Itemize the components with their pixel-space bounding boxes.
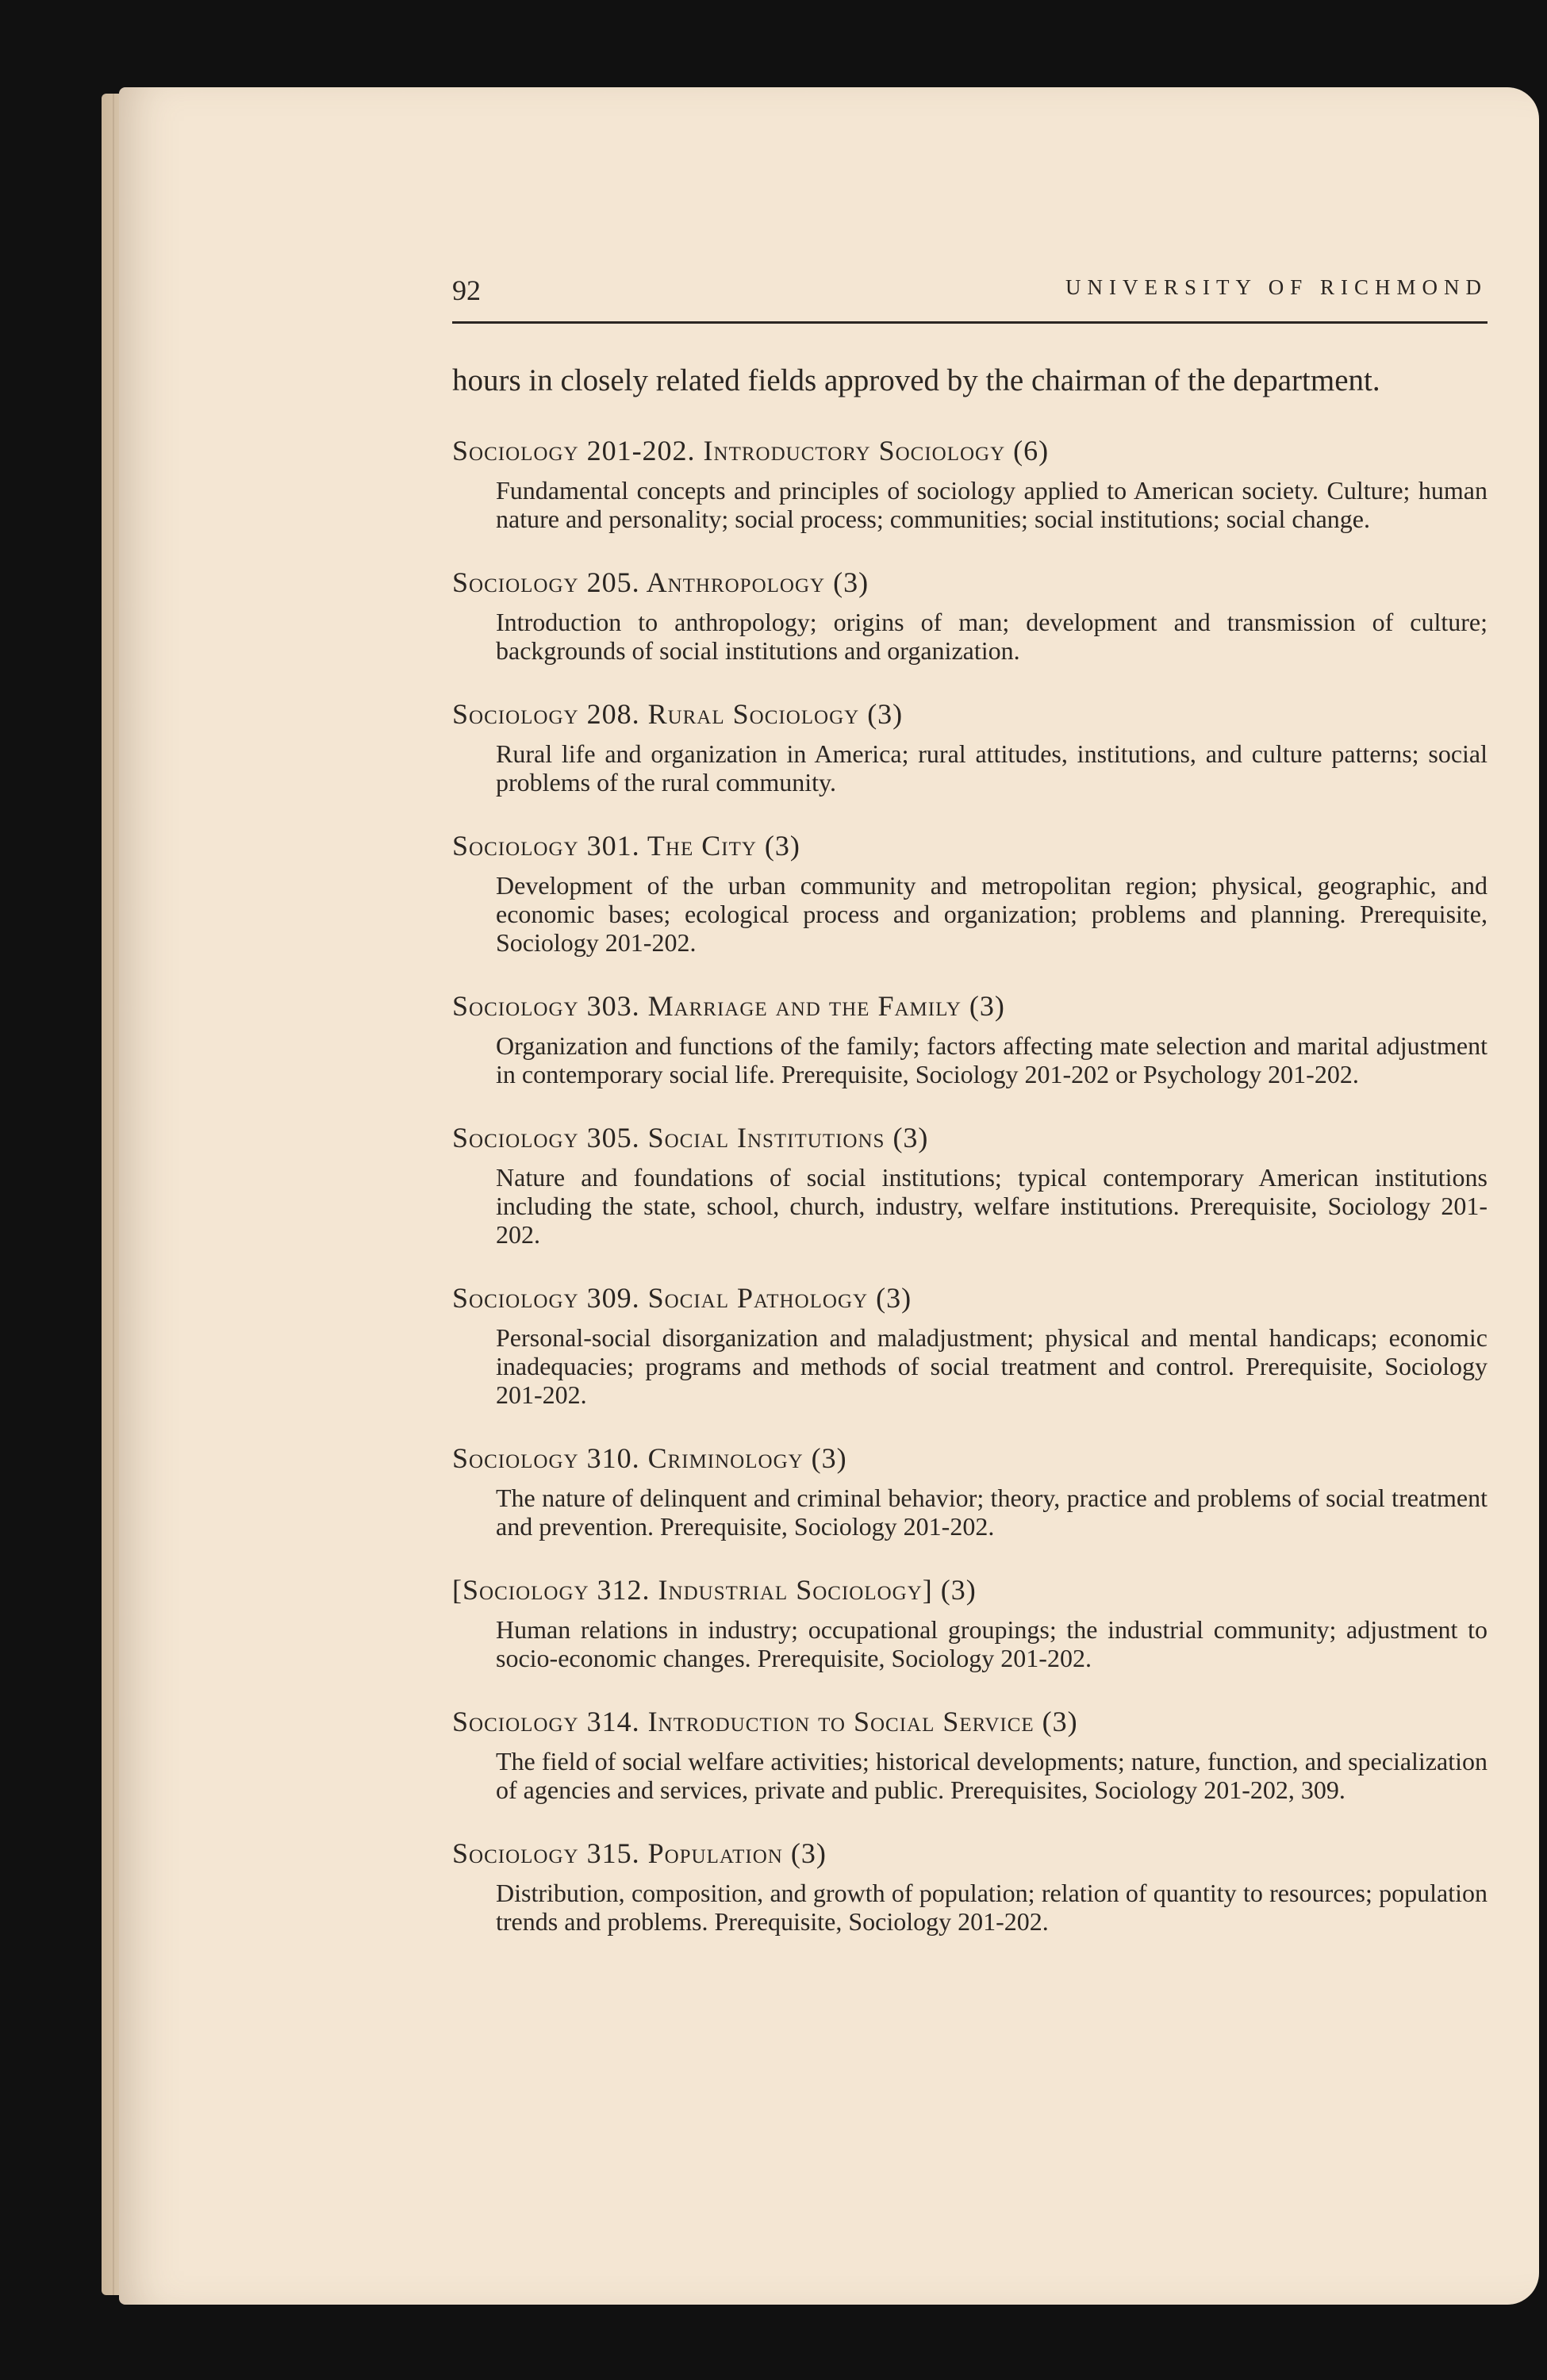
course-description: Nature and foundations of social institutions; typical contemporary American institutions including the state, school, church, industry, welfare institutions. Prerequisite, Sociology 201-202. xyxy=(496,1163,1488,1249)
page-number: 92 xyxy=(452,274,481,306)
course-description: Organization and functions of the family; factors affecting mate selection and marital adjustment in contemporary social life. Prerequisite, Sociology 201-202 or Psychology 201-202. xyxy=(496,1031,1488,1088)
course-description: Introduction to anthropology; origins of man; development and transmission of culture; backgrounds of social institutions and organization. xyxy=(496,608,1488,665)
course-title: Sociology 310. Criminology (3) xyxy=(452,1442,847,1474)
course-entry xyxy=(452,1702,1488,1804)
course-list xyxy=(452,432,1488,1936)
course-title: Sociology 315. Population (3) xyxy=(452,1837,827,1869)
course-title: Sociology 303. Marriage and the Family (3) xyxy=(452,990,1005,1022)
course-title: [Sociology 312. Industrial Sociology] (3) xyxy=(452,1574,977,1606)
course-title: Sociology 208. Rural Sociology (3) xyxy=(452,698,904,730)
course-entry xyxy=(452,827,1488,957)
course-title: Sociology 201-202. Introductory Sociology (6) xyxy=(452,435,1050,466)
course-description: Human relations in industry; occupational groupings; the industrial community; adjustment to socio-economic changes. Prerequisite, Sociology 201-202. xyxy=(496,1615,1488,1672)
course-title: Sociology 314. Introduction to Social Service (3) xyxy=(452,1706,1078,1737)
running-head xyxy=(452,274,1488,324)
course-title: Sociology 205. Anthropology (3) xyxy=(452,566,869,598)
course-description: Rural life and organization in America; rural attitudes, institutions, and culture patterns; social problems of the rural community. xyxy=(496,739,1488,797)
course-description: Development of the urban community and metropolitan region; physical, geographic, and economic bases; ecological process and organization; problems and planning. Prerequisite, Sociology 201-202. xyxy=(496,871,1488,957)
course-description: Fundamental concepts and principles of sociology applied to American society. Culture; human nature and personality; social process; communities; social institutions; social change. xyxy=(496,476,1488,533)
course-description: Personal-social disorganization and maladjustment; physical and mental handicaps; economic inadequacies; programs and methods of social treatment and control. Prerequisite, Sociology 201-202. xyxy=(496,1323,1488,1409)
course-entry xyxy=(452,695,1488,797)
running-head-title: UNIVERSITY OF RICHMOND xyxy=(1065,275,1488,299)
course-entry xyxy=(452,1834,1488,1936)
intro-paragraph: hours in closely related fields approved by the chairman of the department. xyxy=(452,363,1380,397)
course-description: The field of social welfare activities; historical developments; nature, function, and specialization of agencies and services, private and public. Prerequisites, Sociology 201-202, 309. xyxy=(496,1747,1488,1804)
course-entry xyxy=(452,563,1488,665)
course-title: Sociology 305. Social Institutions (3) xyxy=(452,1122,929,1154)
page-edge-line xyxy=(113,94,114,2295)
course-entry xyxy=(452,1571,1488,1672)
course-title: Sociology 301. The City (3) xyxy=(452,830,800,862)
course-description: The nature of delinquent and criminal behavior; theory, practice and problems of social treatment and prevention. Prerequisite, Sociology 201-202. xyxy=(496,1484,1488,1541)
course-entry xyxy=(452,1439,1488,1541)
course-title: Sociology 309. Social Pathology (3) xyxy=(452,1282,912,1314)
page-content xyxy=(452,274,1488,1936)
course-entry xyxy=(452,1119,1488,1249)
course-entry xyxy=(452,432,1488,533)
course-entry xyxy=(452,1279,1488,1409)
course-description: Distribution, composition, and growth of population; relation of quantity to resources; population trends and problems. Prerequisite, Sociology 201-202. xyxy=(496,1879,1488,1936)
course-entry xyxy=(452,987,1488,1088)
